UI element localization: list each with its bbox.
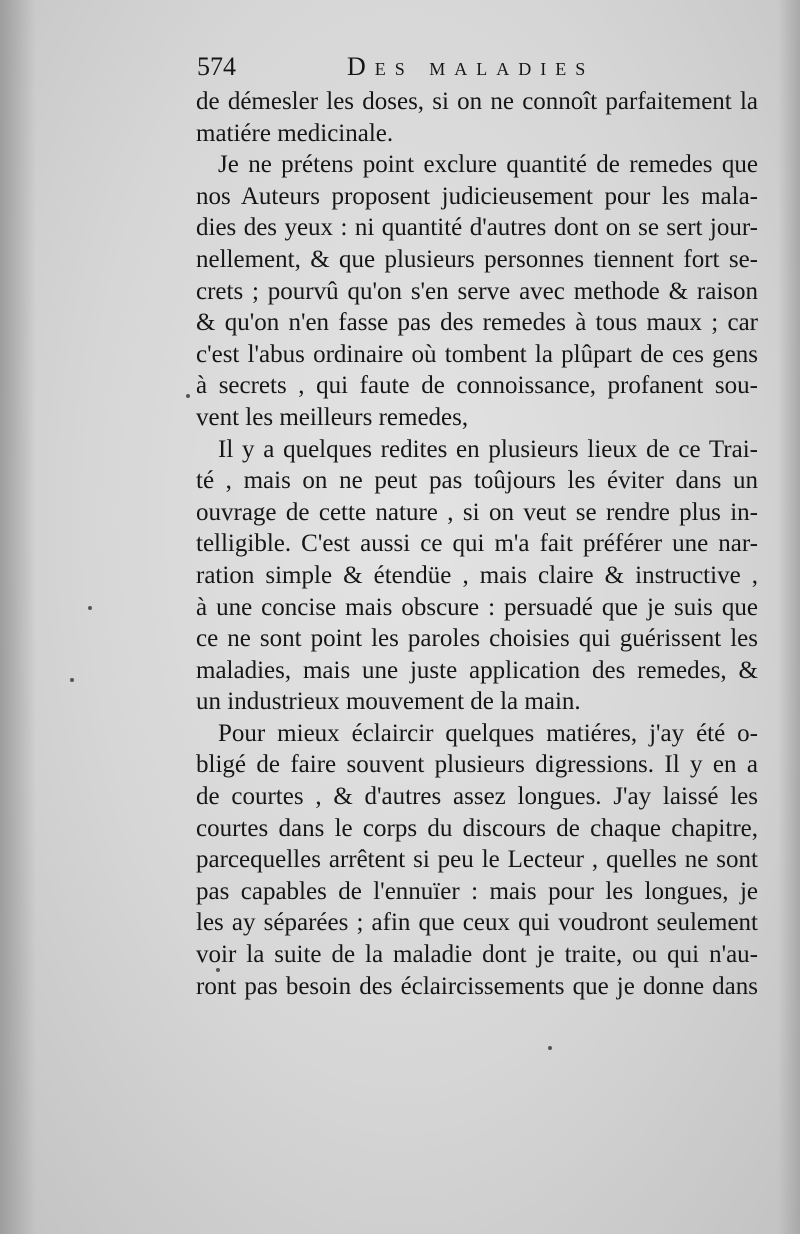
text-line: nos Auteurs proposent judicieusement pour les mala- — [196, 182, 758, 210]
text-line: ce ne sont point les paroles choisies qui guérissent les — [196, 625, 758, 653]
paper-speck — [70, 678, 74, 682]
text-line: ration simple & étendüe , mais claire & instructive , — [196, 561, 758, 589]
text-line: dies des yeux : ni quantité d'autres dont on se sert jour- — [196, 214, 758, 242]
text-line: un industrieux mouvement de la main. — [196, 688, 581, 716]
text-line: ouvrage de cette nature , si on veut se rendre plus in- — [196, 498, 758, 526]
page-shadow-right — [778, 0, 800, 1234]
text-line: voir la suite de la maladie dont je traite, ou qui n'au- — [196, 941, 758, 969]
text-line: crets ; pourvû qu'on s'en serve avec methode & raison — [196, 277, 758, 305]
text-line: de courtes , & d'autres assez longues. J'ay laissé les — [196, 783, 758, 811]
text-line: té , mais on ne peut pas toûjours les éviter dans un — [196, 467, 758, 495]
body-text — [196, 86, 758, 1002]
text-line: c'est l'abus ordinaire où tombent la plûpart de ces gens — [196, 340, 758, 368]
text-line: courtes dans le corps du discours de chaque chapitre, — [196, 814, 758, 842]
text-line: parcequelles arrêtent si peu le Lecteur , quelles ne sont — [196, 846, 758, 874]
text-line: matiére medicinale. — [196, 119, 394, 147]
text-line: bligé de faire souvent plusieurs digressions. Il y en a — [196, 751, 758, 779]
text-line: telligible. C'est aussi ce qui m'a fait préférer une nar- — [196, 530, 758, 558]
text-line: ront pas besoin des éclaircissements que je donne dans — [196, 972, 758, 1000]
page-shadow-left — [0, 0, 36, 1234]
text-line: maladies, mais une juste application des remedes, & — [196, 656, 758, 684]
text-line: à secrets , qui faute de connoissance, profanent sou- — [196, 372, 758, 400]
text-line: les ay séparées ; afin que ceux qui voudront seulement — [196, 909, 758, 937]
text-line: Pour mieux éclaircir quelques matiéres, j'ay été o- — [218, 719, 758, 747]
text-line: pas capables de l'ennuïer : mais pour les longues, je — [196, 877, 758, 905]
text-line: Il y a quelques redites en plusieurs lieux de ce Trai- — [218, 435, 758, 463]
paper-speck — [186, 394, 190, 398]
paper-speck — [548, 1046, 552, 1050]
text-line: à une concise mais obscure : persuadé que je suis que — [196, 593, 758, 621]
paper-speck — [88, 606, 92, 610]
running-head-title: Des maladies — [347, 52, 595, 81]
text-line: de démesler les doses, si on ne connoît parfaitement la — [196, 88, 758, 115]
text-line: nellement, & que plusieurs personnes tiennent fort se- — [196, 245, 758, 273]
page-number: 574 — [197, 52, 236, 81]
paper-speck — [216, 968, 220, 972]
text-line: & qu'on n'en fasse pas des remedes à tous maux ; car — [196, 309, 758, 337]
text-line: vent les meilleurs remedes, — [196, 403, 469, 431]
text-line: Je ne prétens point exclure quantité de remedes que — [218, 151, 758, 179]
